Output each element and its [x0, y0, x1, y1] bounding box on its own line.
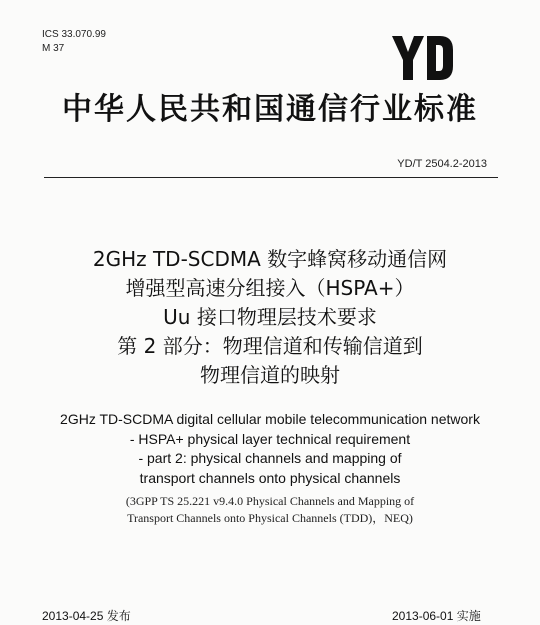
reference-line: (3GPP TS 25.221 v9.4.0 Physical Channels and Mapping of: [125, 494, 415, 508]
english-title-line: - HSPA+ physical layer technical requirement: [129, 430, 411, 447]
header-divider: [44, 177, 498, 178]
issue-date: 2013-04-25 发布: [42, 609, 131, 623]
english-title: [0, 410, 540, 488]
standard-number: YD/T 2504.2-2013: [397, 158, 487, 170]
chinese-title: [0, 245, 540, 390]
chinese-title-line: 第 2 部分：物理信道和传输信道到: [117, 334, 423, 358]
organization-title: 中华人民共和国通信行业标准: [62, 92, 478, 127]
reference-note: [0, 493, 540, 527]
english-title-line: - part 2: physical channels and mapping of: [138, 450, 402, 466]
chinese-title-line: 2GHz TD-SCDMA 数字蜂窝移动通信网: [92, 247, 448, 271]
english-title-line: transport channels onto physical channels: [139, 469, 401, 486]
english-title-line: 2GHz TD-SCDMA digital cellular mobile telecommunication network: [60, 411, 480, 427]
reference-line: Transport Channels onto Physical Channels (TDD)，NEQ): [127, 511, 413, 525]
yd-logo: [392, 36, 454, 80]
chinese-title-line: 物理信道的映射: [200, 363, 340, 387]
implementation-date: 2013-06-01 实施: [392, 609, 481, 623]
chinese-title-line: 增强型高速分组接入（HSPA+）: [125, 276, 415, 300]
ccs-code: M 37: [42, 43, 65, 54]
ics-code: ICS 33.070.99: [42, 29, 106, 40]
chinese-title-line: Uu 接口物理层技术要求: [163, 305, 377, 329]
